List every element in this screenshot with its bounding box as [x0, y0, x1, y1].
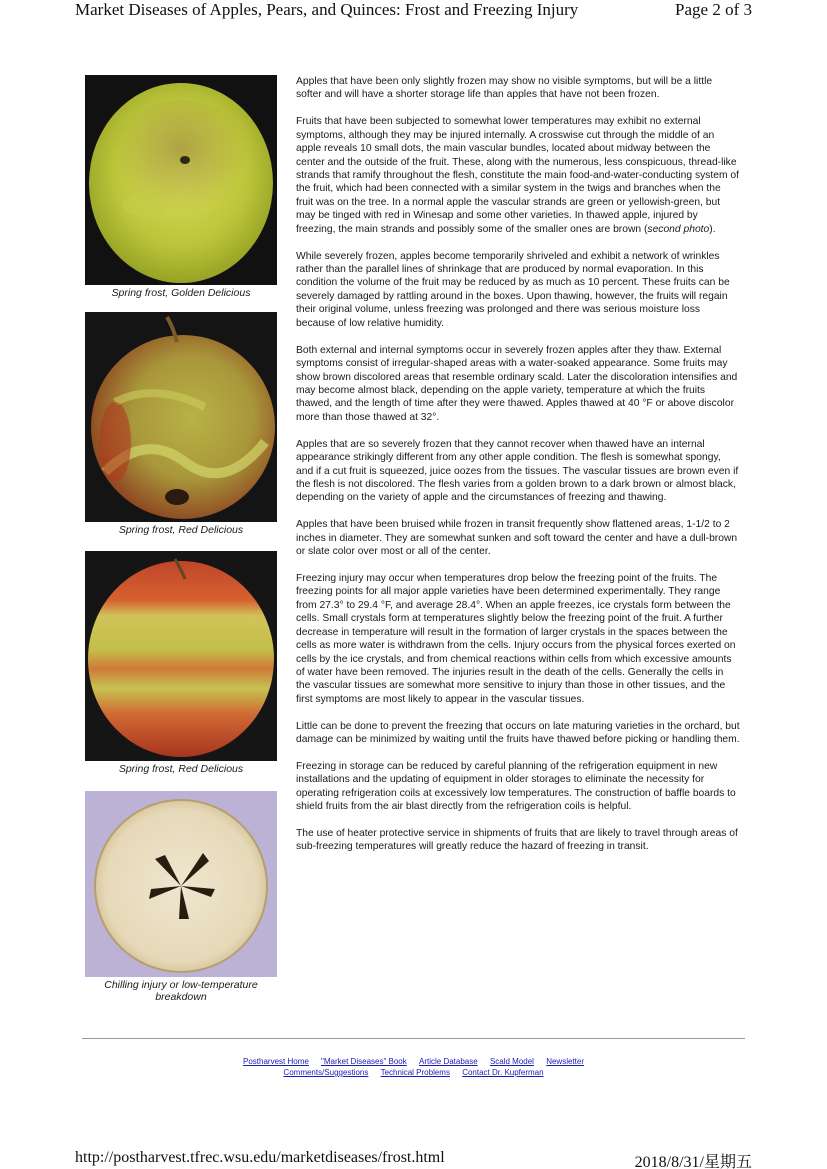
figure-red-delicious-2	[85, 551, 277, 775]
scald-model-link[interactable]: Scald Model	[489, 1057, 534, 1066]
document-title: Market Diseases of Apples, Pears, and Quinces: Frost and Freezing Injury	[75, 0, 579, 19]
paragraph: Apples that have been bruised while frozen in transit frequently show flattened areas, 1-1/2 to 2 inches in diameter. They are somewhat sunken and soft toward the center and have a dull-brown or slate color over most or all of the center.	[296, 519, 738, 558]
paragraph: Apples that are so severely frozen that they cannot recover when thawed have an internal appearance strikingly different from any other apple condition. The flesh is somewhat spongy, and if a cut fruit is squeezed, juice oozes from the tissues. The vascular tissues are brown even if the flesh is not discolored. The flesh varies from a golden brown to a dark brown or almost black, depending on the variety of apple and the circumstances of freezing and thawing.	[296, 438, 739, 504]
print-footer	[75, 1149, 752, 1169]
apple-cross-section-photo	[85, 791, 277, 977]
page-number: Page 2 of 3	[675, 0, 752, 19]
red-delicious-banded-frost-photo	[85, 551, 277, 761]
paragraph: While severely frozen, apples become temporarily shriveled and exhibit a network of wrinkles rather than the parallel lines of shrinkage that are produced by normal evaporation. In this condition the volume of the fruit may be reduced by as much as 10 percent. These fruits can be severely damaged by rattling around in the boxes. Upon thawing, however, the fruits will regain their original volume, unless freezing was prolonged and there was serious moisture loss because of low relative humidity.	[296, 250, 730, 329]
red-delicious-frost-photo	[85, 312, 277, 522]
article-body	[296, 75, 740, 867]
print-date: 2018/8/31/星期五	[634, 1154, 752, 1169]
figure-golden-delicious	[85, 75, 277, 299]
figure-caption: Spring frost, Golden Delicious	[111, 287, 251, 299]
print-header	[75, 0, 752, 22]
divider	[82, 1038, 745, 1039]
page-url: http://postharvest.tfrec.wsu.edu/marketdiseases/frost.html	[75, 1149, 445, 1166]
footer-links-row-1	[82, 1056, 745, 1067]
contact-link[interactable]: Contact Dr. Kupferman	[462, 1068, 544, 1077]
paragraph: Apples that have been only slightly frozen may show no visible symptoms, but will be a little softer and will have a shorter storage life than apples that have not been frozen.	[296, 76, 713, 101]
figure-red-delicious-1	[85, 312, 277, 536]
paragraph: Freezing injury may occur when temperatures drop below the freezing point of the fruits. The freezing points for all major apple varieties have been determined experimentally. They range from 27.3° to 29.4 °F, and average 28.4°. When an apple freezes, ice crystals form between the cells. Small crystals form at temperatures slightly below the freezing point of the fruit. A further decrease in temperature will result in the formation of larger crystals in the spaces between the cells as more water is withdrawn from the cells. Injury occurs from the physical forces exerted on cells by the ice crystals, and from chemical reactions within cells from which excessive amounts of water have been removed. The injuries result in the death of the cells. Generally the cells in the vascular tissues are somewhat more sensitive to injury than those in other tissues, and the first symptoms are most likely to appear in the vascular tissues.	[296, 572, 736, 705]
figure-caption: Chilling injury or low-temperature breakdown	[104, 979, 258, 1003]
figure-caption: Spring frost, Red Delicious	[118, 524, 244, 536]
comments-suggestions-link[interactable]: Comments/Suggestions	[283, 1068, 369, 1077]
newsletter-link[interactable]: Newsletter	[546, 1057, 584, 1066]
market-diseases-book-link[interactable]: "Market Diseases" Book	[321, 1057, 407, 1066]
article-database-link[interactable]: Article Database	[419, 1057, 478, 1066]
paragraph: Both external and internal symptoms occur in severely frozen apples after they thaw. External symptoms consist of irregular-shaped areas with a water-soaked appearance. Some fruits may show brown discolored areas that resemble ordinary scald. Later the discoloration intensifies and may become almost black, depending on the apple variety, temperature at which the fruits thawed, and the length of time after they were thawed. Apples thawed at 40 °F or above discolor more than those thawed at 32°.	[296, 344, 738, 423]
paragraph: Freezing in storage can be reduced by careful planning of the refrigeration equipment in new installations and the updating of equipment in older storages to eliminate the necessity for operating refrigeration coils at excessively low temperatures. The construction of baffle boards to shield fruits from the air blast directly from the refrigeration coils is helpful.	[296, 760, 736, 813]
paragraph: Little can be done to prevent the freezing that occurs on late maturing varieties in the orchard, but damage can be minimized by waiting until the fruits have thawed before picking or handling them.	[296, 720, 740, 746]
photo-reference: second photo	[647, 223, 710, 235]
figure-chilling-injury	[85, 791, 277, 1003]
postharvest-home-link[interactable]: Postharvest Home	[243, 1057, 309, 1066]
footer-nav	[82, 1056, 745, 1078]
footer-links-row-2	[82, 1067, 745, 1078]
paragraph: Fruits that have been subjected to somewhat lower temperatures may exhibit no external symptoms, although they may be injured internally. A crosswise cut through the middle of an apple reveals 10 small dots, the main vascular bundles, located about midway between the center and the outside of the fruit. These, along with the numerous, less conspicuous, thread-like strands that ramify throughout the flesh, constitute the main food-and-water-conducting system of the fruit, which had been connected with a similar system in the twigs and branches when the fruit was on the tree. In a normal apple the vascular strands are green or yellowish-green, but may be tinged with red in Winesap and some other varieties. In thawed apple, injured by freezing, the main strands and possibly some of the smaller ones are brown (second photo).	[296, 116, 739, 235]
figure-caption: Spring frost, Red Delicious	[118, 763, 244, 775]
technical-problems-link[interactable]: Technical Problems	[380, 1068, 450, 1077]
paragraph: The use of heater protective service in shipments of fruits that are likely to travel through areas of sub-freezing temperatures will greatly reduce the hazard of freezing in transit.	[296, 827, 738, 853]
golden-delicious-frost-photo	[85, 75, 277, 285]
